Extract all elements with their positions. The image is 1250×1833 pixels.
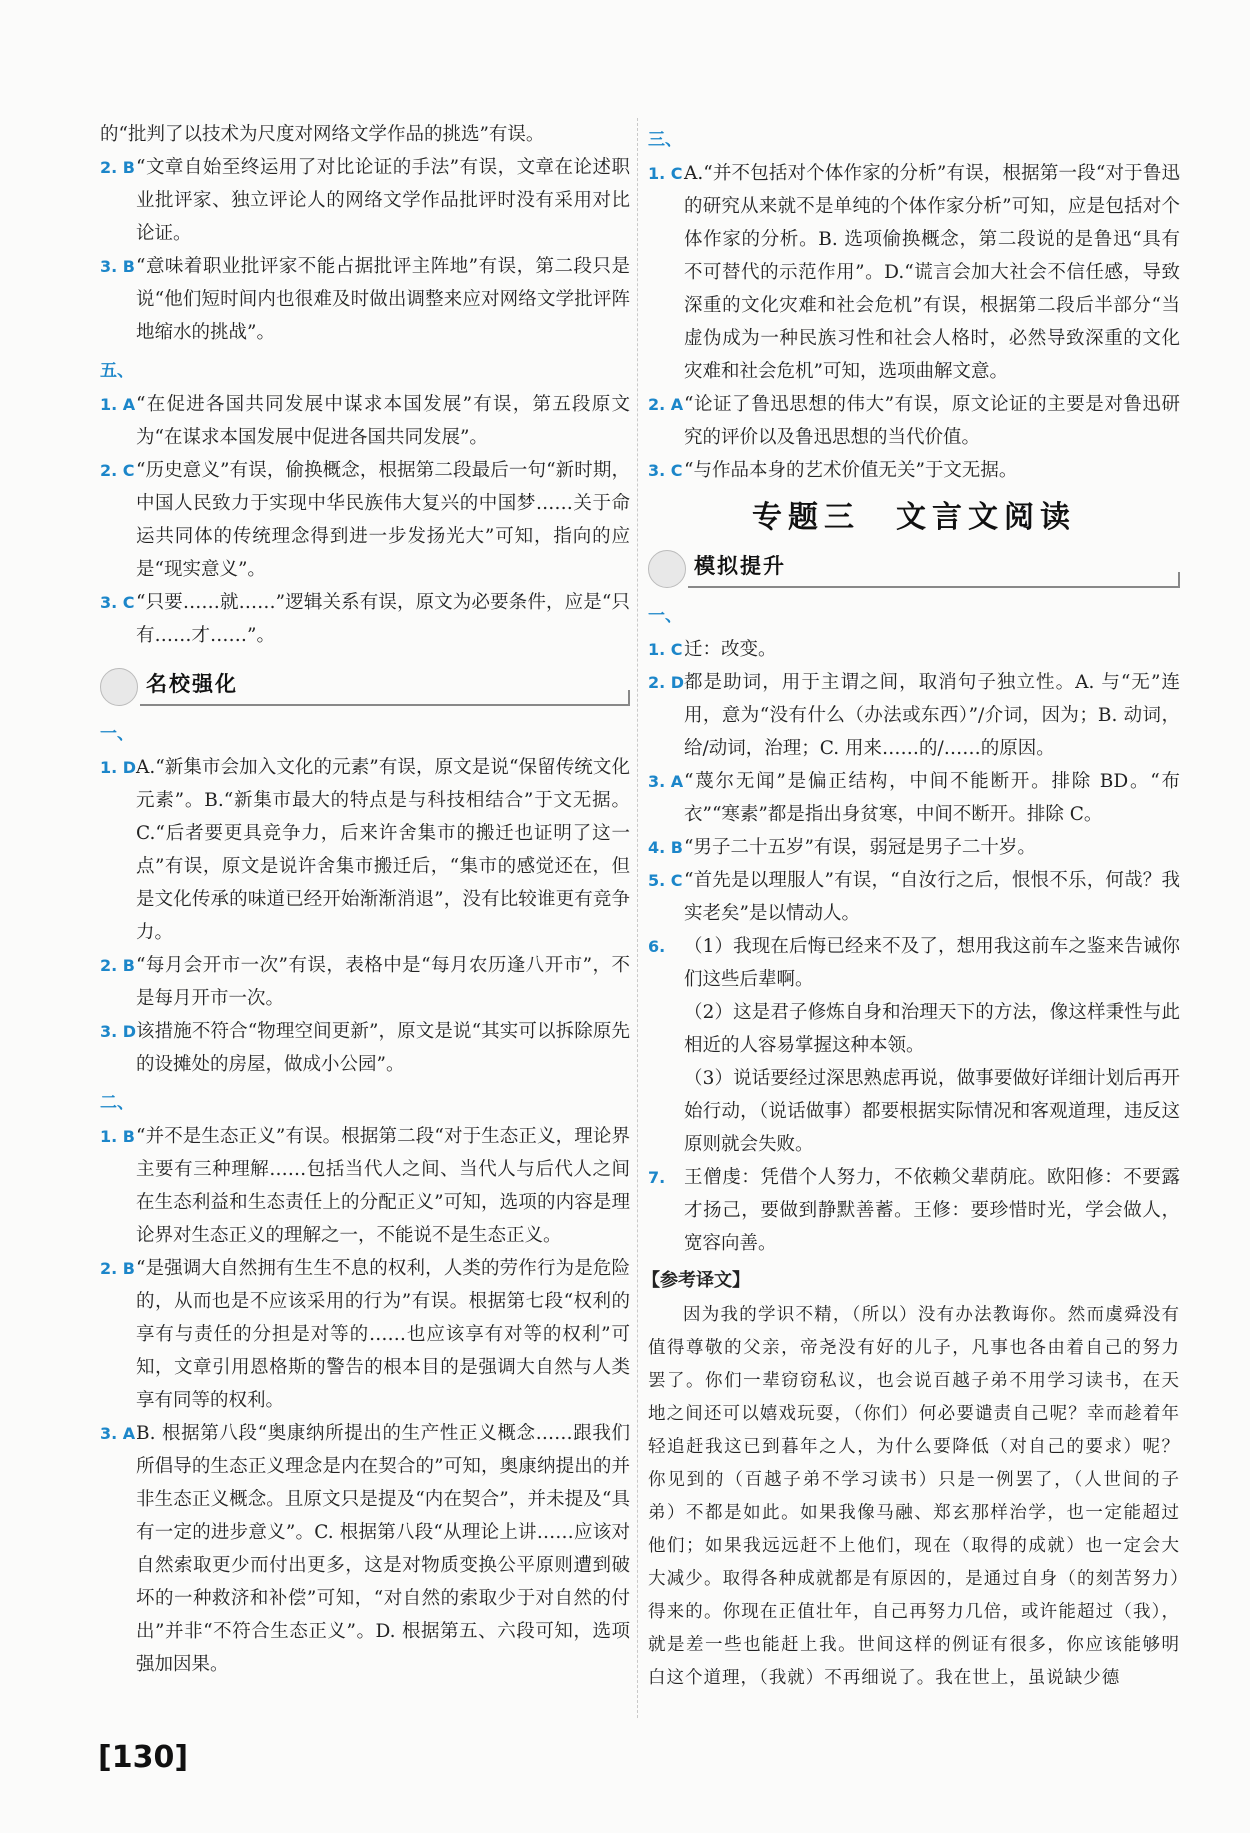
answer-number: 1. B (100, 1127, 135, 1146)
answer-number: 3. B (100, 257, 135, 276)
answer-item (648, 666, 1180, 765)
answer-number: 1. D (100, 758, 137, 777)
answer-item (648, 864, 1180, 930)
answer-number: 3. C (648, 461, 683, 480)
answer-text: 都是助词，用于主谓之间，取消句子独立性。A. 与“无”连用，意为“没有什么（办法或东西）”/介词，因为；B. 动词，给/动词，治理；C. 用来……的/……的原因。 (684, 672, 1180, 759)
answer-item (648, 157, 1180, 388)
answer-text: “每月会开市一次”有误，表格中是“每月农历逢八开市”，不是每月开市一次。 (136, 955, 630, 1009)
answer-text: A.“新集市会加入文化的元素”有误，原文是说“保留传统文化元素”。B.“新集市最大的特点是与科技相结合”于文无据。C.“后者要更具竞争力，后来许舍集市的搬迁也证明了这一点”有误，原文是说许舍集市搬迁后，“集市的感觉还在，但是文化传承的味道已经开始渐渐消退”，没有比较谁更有竞争力。 (136, 757, 630, 943)
answer-text: 该措施不符合“物理空间更新”，原文是说“其实可以拆除原先的设摊处的房屋，做成小公园”。 (136, 1021, 630, 1075)
answer-item (648, 765, 1180, 831)
banner-tick (628, 690, 630, 706)
answer-text: 王僧虔：凭借个人努力，不依赖父辈荫庇。欧阳修：不要露才扬己，要做到静默善蓄。王修：要珍惜时光，学会做人，宽容向善。 (684, 1167, 1180, 1254)
answer-number: 2. B (100, 158, 135, 177)
answer-item (100, 454, 630, 586)
answer-item (100, 586, 630, 652)
banner-rule (688, 586, 1180, 588)
answer-number: 4. B (648, 838, 683, 857)
banner-rule (140, 704, 630, 706)
answer-number: 2. A (648, 395, 684, 414)
answer-subpart: （2）这是君子修炼自身和治理天下的方法，像这样秉性与此相近的人容易掌握这种本领。 (684, 1002, 1180, 1056)
answer-item (648, 930, 1180, 996)
answer-item (100, 1417, 630, 1681)
banner-emblem-icon (648, 550, 686, 588)
answer-item (648, 454, 1180, 487)
reference-translation: 因为我的学识不精，（所以）没有办法教诲你。然而虞舜没有值得尊敬的父亲，帝尧没有好的儿子，凡事也各由着自己的努力罢了。你们一辈窃窃私议，也会说百越子弟不用学习读书，在天地之间还可以嬉戏玩耍，（你们）何必要谴责自己呢？幸而趁着年轻追赶我这已到暮年之人，为什么要降低（对自己的要求）呢？你见到的（百越子弟不学习读书）只是一例罢了，（人世间的子弟）不都是如此。如果我像马融、郑玄那样治学，也一定能超过他们；如果我远远赶不上他们，现在（取得的成就）也一定会大大减少。取得各种成就都是有原因的，是通过自身（的刻苦努力）得来的。你现在正值壮年，自己再努力几倍，或许能超过（我），就是差一些也能赶上我。世间这样的例证有很多，你应该能够明白这个道理，（我就）不再细说了。我在世上，虽说缺少德 (648, 1305, 1180, 1688)
section-banner (100, 662, 630, 710)
chapter-title: 专题三 文言文阅读 (752, 500, 1076, 535)
answer-text: B. 根据第八段“奥康纳所提出的生产性正义概念……跟我们所倡导的生态正义理念是内在契合的”可知，奥康纳提出的并非生态正义概念。且原文只是提及“内在契合”，并未提及“具有一定的进步意义”。C. 根据第八段“从理论上讲……应该对自然索取更少而付出更多，这是对物质变换公平原则遭到破坏的一种救济和补偿”可知，“对自然的索取少于对自然的付出”并非“不符合生态正义”。D. 根据第五、六段可知，选项强加因果。 (136, 1423, 630, 1675)
answer-item (100, 250, 630, 349)
section-heading: 五、 (100, 361, 134, 381)
intro-line: 的“批判了以技术为尺度对网络文学作品的挑选”有误。 (100, 124, 545, 145)
answer-text: “文章自始至终运用了对比论证的手法”有误，文章在论述职业批评家、独立评论人的网络文学作品批评时没有采用对比论证。 (136, 157, 630, 244)
answer-item (100, 1015, 630, 1081)
answer-number: 7. (648, 1168, 666, 1187)
section-banner (648, 544, 1180, 592)
answer-group (100, 388, 630, 652)
answer-group (100, 1120, 630, 1681)
reference-translation-heading: 【参考译文】 (642, 1270, 750, 1291)
answer-text: “男子二十五岁”有误，弱冠是男子二十岁。 (684, 837, 1036, 858)
answer-number: 3. A (648, 772, 684, 791)
page-number: [130] (98, 1740, 189, 1775)
answer-text: “与作品本身的艺术价值无关”于文无据。 (684, 460, 1018, 481)
answer-item (100, 1120, 630, 1252)
answer-item (648, 1161, 1180, 1260)
section-heading: 一、 (100, 724, 134, 744)
section-heading: 二、 (100, 1093, 134, 1113)
answer-text: 迁：改变。 (684, 639, 777, 660)
answer-text: A.“并不包括对个体作家的分析”有误，根据第一段“对于鲁迅的研究从来就不是单纯的个体作家分析”可知，应是包括对个体作家的分析。B. 选项偷换概念，第二段说的是鲁迅“具有不可替代的示范作用”。D.“谎言会加大社会不信任感，导致深重的文化灾难和社会危机”有误，根据第二段后半部分“当虚伪成为一种民族习性和社会人格时，必然导致深重的文化灾难和社会危机”可知，选项曲解文意。 (684, 163, 1180, 382)
banner-label: 模拟提升 (694, 554, 786, 578)
answer-number: 3. C (100, 593, 135, 612)
answer-group (648, 157, 1180, 487)
answer-item (100, 1252, 630, 1417)
answer-number: 3. A (100, 1424, 136, 1443)
banner-label: 名校强化 (146, 672, 238, 696)
answer-group (648, 633, 1180, 996)
answer-number: 2. B (100, 956, 135, 975)
answer-subpart: （3）说话要经过深思熟虑再说，做事要做好详细计划后再开始行动，（说话做事）都要根据实际情况和客观道理，违反这原则就会失败。 (684, 1068, 1180, 1155)
answer-number: 1. C (648, 164, 683, 183)
answer-text: “在促进各国共同发展中谋求本国发展”有误，第五段原文为“在谋求本国发展中促进各国共同发展”。 (136, 394, 630, 448)
banner-emblem-icon (100, 668, 138, 706)
answer-item (648, 831, 1180, 864)
answer-number: 3. D (100, 1022, 137, 1041)
answer-item (100, 751, 630, 949)
answer-number: 5. C (648, 871, 683, 890)
left-column (100, 118, 630, 1681)
answer-item (648, 633, 1180, 666)
answer-item (100, 388, 630, 454)
answer-group (100, 151, 630, 349)
answer-number: 1. A (100, 395, 136, 414)
answer-number: 2. B (100, 1259, 135, 1278)
answer-number: 2. C (100, 461, 135, 480)
answer-item (100, 949, 630, 1015)
column-divider (637, 118, 638, 1718)
right-column (642, 118, 1180, 1695)
answer-group (648, 1161, 1180, 1260)
answer-text: “是强调大自然拥有生生不息的权利，人类的劳作行为是危险的，从而也是不应该采用的行为”有误。根据第七段“权利的享有与责任的分担是对等的……也应该享有对等的权利”可知，文章引用恩格斯的警告的根本目的是强调大自然与人类享有同等的权利。 (136, 1258, 630, 1411)
section-heading: 一、 (648, 606, 682, 626)
answer-text: “历史意义”有误，偷换概念，根据第二段最后一句“新时期，中国人民致力于实现中华民族伟大复兴的中国梦……关于命运共同体的传统理念得到进一步发扬光大”可知，指向的应是“现实意义”。 (136, 460, 630, 580)
answer-text: （1）我现在后悔已经来不及了，想用我这前车之鉴来告诫你们这些后辈啊。 (684, 936, 1180, 990)
answer-item (648, 388, 1180, 454)
answer-group (100, 751, 630, 1081)
answer-text: “首先是以理服人”有误，“自汝行之后，恨恨不乐，何哉？我实老矣”是以情动人。 (684, 870, 1180, 924)
answer-number: 6. (648, 937, 666, 956)
answer-number: 1. C (648, 640, 683, 659)
answer-subparts (648, 996, 1180, 1161)
answer-item (100, 151, 630, 250)
answer-text: “论证了鲁迅思想的伟大”有误，原文论证的主要是对鲁迅研究的评价以及鲁迅思想的当代价值。 (684, 394, 1180, 448)
answer-text: “蔑尔无闻”是偏正结构，中间不能断开。排除 BD。“布衣”“寒素”都是指出身贫寒，中间不断开。排除 C。 (684, 771, 1180, 825)
answer-text: “并不是生态正义”有误。根据第二段“对于生态正义，理论界主要有三种理解……包括当代人之间、当代人与后代人之间在生态利益和生态责任上的分配正义”可知，选项的内容是理论界对生态正义的理解之一，不能说不是生态正义。 (136, 1126, 630, 1246)
answer-text: “只要……就……”逻辑关系有误，原文为必要条件，应是“只有……才……”。 (136, 592, 630, 646)
answer-text: “意味着职业批评家不能占据批评主阵地”有误，第二段只是说“他们短时间内也很难及时做出调整来应对网络文学批评阵地缩水的挑战”。 (136, 256, 630, 343)
section-heading: 三、 (648, 130, 682, 150)
banner-tick (1178, 572, 1180, 588)
answer-number: 2. D (648, 673, 685, 692)
